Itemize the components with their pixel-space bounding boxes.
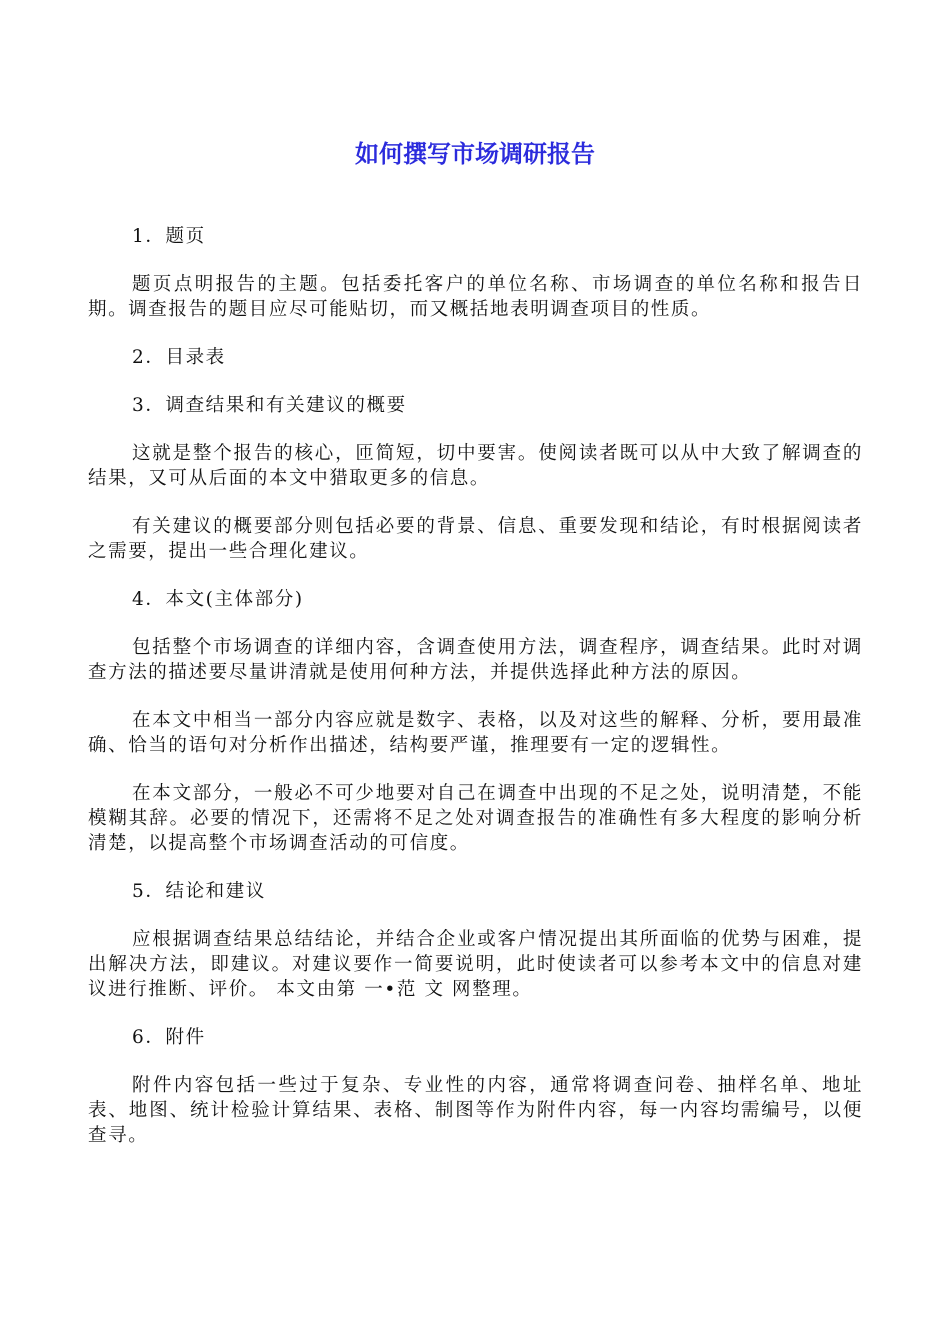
document-body: [88, 224, 863, 1171]
paragraph: 题页点明报告的主题。包括委托客户的单位名称、市场调查的单位名称和报告日期。调查报告的题目应尽可能贴切，而又概括地表明调查项目的性质。: [88, 274, 863, 320]
section-heading-3: 3．调查结果和有关建议的概要: [132, 395, 407, 416]
paragraph: 附件内容包括一些过于复杂、专业性的内容，通常将调查问卷、抽样名单、地址表、地图、统计检验计算结果、表格、制图等作为附件内容，每一内容均需编号，以便查寻。: [88, 1075, 863, 1146]
section-heading-5: 5．结论和建议: [132, 881, 266, 902]
paragraph: 这就是整个报告的核心，匝简短，切中要害。使阅读者既可以从中大致了解调查的结果，又可从后面的本文中猎取更多的信息。: [88, 443, 863, 489]
paragraph: 应根据调查结果总结结论，并结合企业或客户情况提出其所面临的优势与困难，提出解决方法，即建议。对建议要作一简要说明，此时使读者可以参考本文中的信息对建议进行推断、评价。 本文由第 一•范 文 网整理。: [88, 929, 863, 1000]
section-heading-2: 2．目录表: [132, 347, 226, 368]
document-title: 如何撰写市场调研报告: [355, 140, 595, 168]
section-heading-4: 4．本文(主体部分): [132, 589, 304, 610]
section-heading-1: 1．题页: [132, 226, 206, 247]
paragraph: 包括整个市场调查的详细内容，含调查使用方法，调查程序，调查结果。此时对调查方法的描述要尽量讲清就是使用何种方法，并提供选择此种方法的原因。: [88, 637, 863, 683]
paragraph: 在本文中相当一部分内容应就是数字、表格，以及对这些的解释、分析，要用最准确、恰当的语句对分析作出描述，结构要严谨，推理要有一定的逻辑性。: [88, 710, 863, 756]
paragraph: 有关建议的概要部分则包括必要的背景、信息、重要发现和结论，有时根据阅读者之需要，提出一些合理化建议。: [88, 516, 863, 562]
paragraph: 在本文部分，一般必不可少地要对自己在调查中出现的不足之处，说明清楚，不能模糊其辞。必要的情况下，还需将不足之处对调查报告的准确性有多大程度的影响分析清楚，以提高整个市场调查活动的可信度。: [88, 783, 863, 854]
section-heading-6: 6．附件: [132, 1027, 206, 1048]
